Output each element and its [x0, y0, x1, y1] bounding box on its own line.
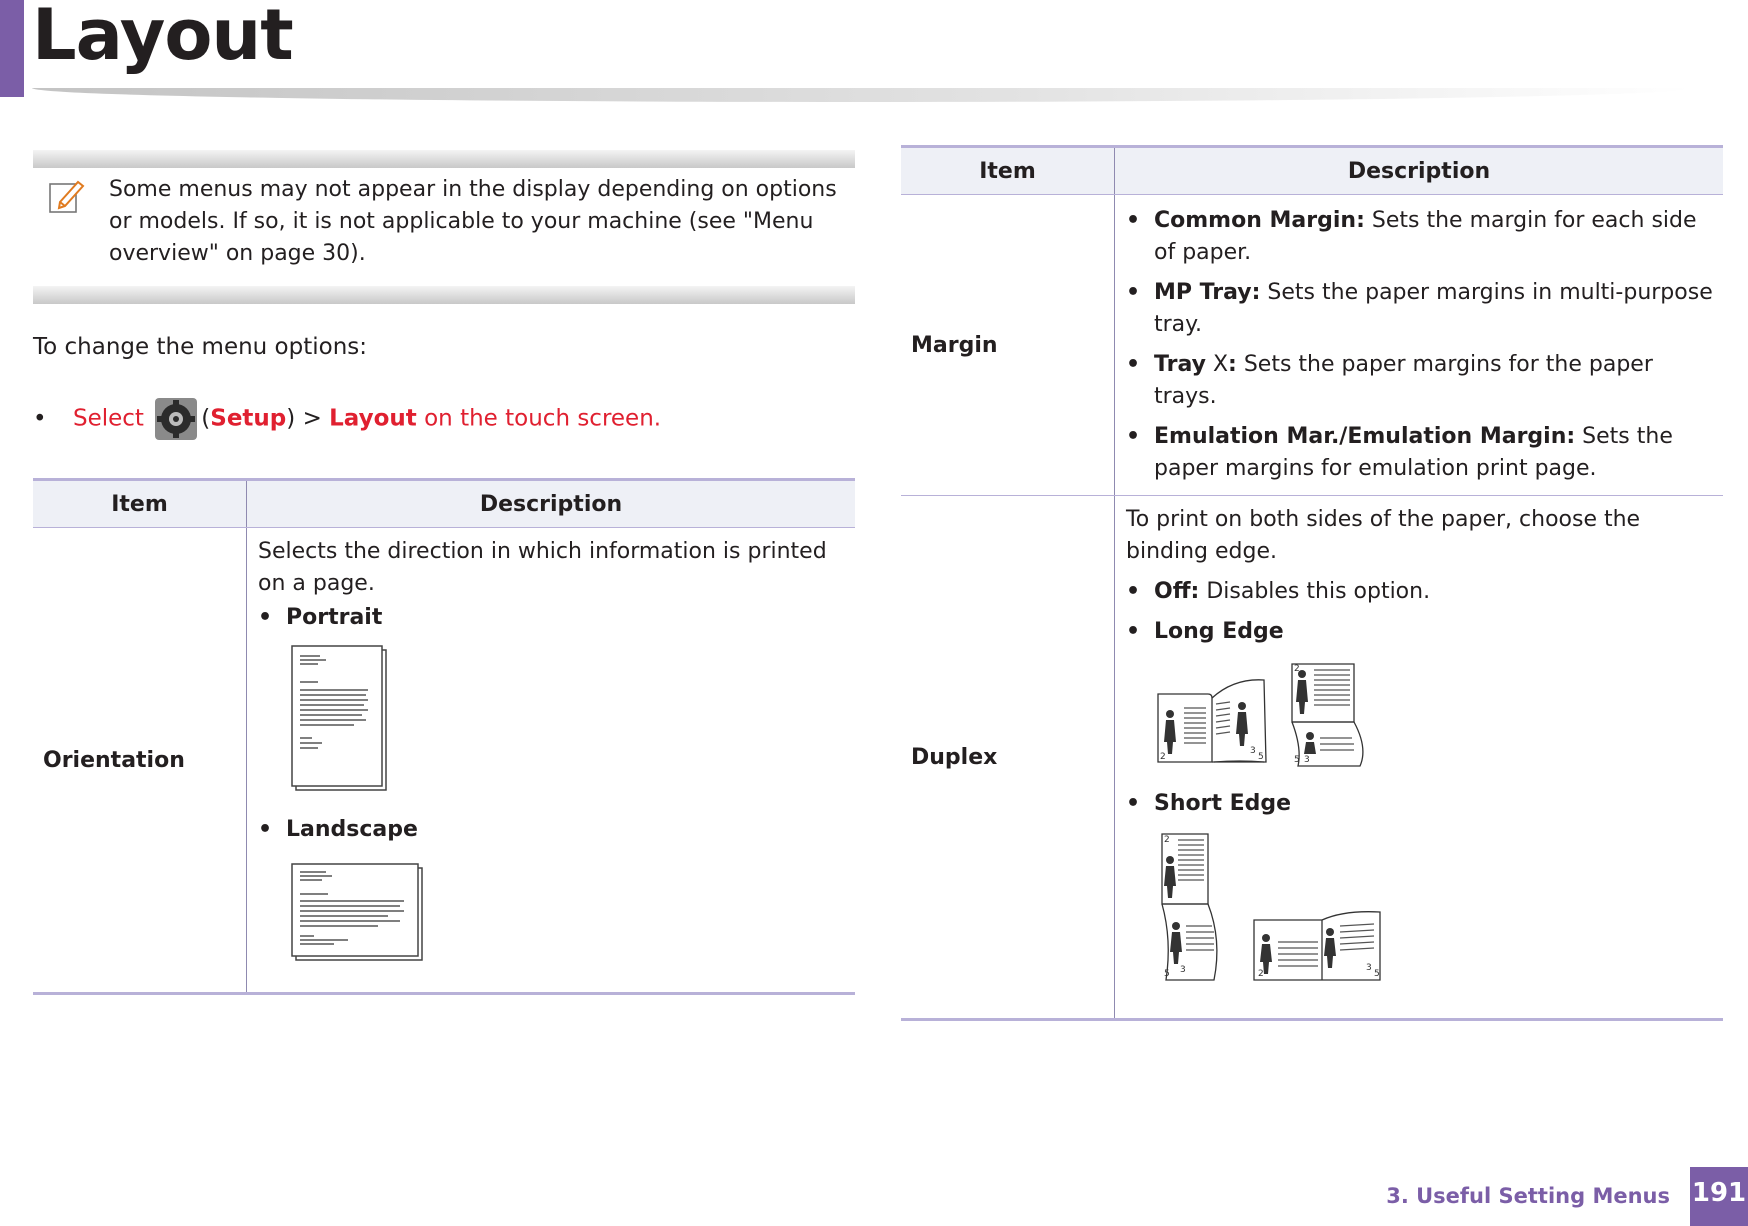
svg-text:2: 2 [1294, 664, 1300, 674]
list-item: • Common Margin: Sets the margin for each side of paper. [1126, 208, 1697, 265]
margin-description [1115, 195, 1724, 496]
emulation-margin-text: Sets the paper margins for emulation print page. [1154, 424, 1673, 481]
svg-text:5: 5 [1374, 969, 1380, 979]
section-label: 3. Useful Setting Menus [1386, 1184, 1670, 1208]
svg-text:2: 2 [1258, 969, 1264, 979]
step-post: on the touch screen. [424, 405, 662, 432]
svg-text:3: 3 [1304, 755, 1310, 765]
short-edge-label: Short Edge [1154, 791, 1292, 816]
intro-text: To change the menu options: [33, 334, 368, 360]
svg-text:5: 5 [1294, 755, 1300, 765]
table-header-item: Item [901, 147, 1115, 195]
step-instruction: • Select (Setup) > Layout on the touch screen. [33, 398, 661, 440]
table-header-item: Item [33, 480, 247, 528]
orientation-description [247, 528, 856, 994]
note-top-rule [33, 150, 855, 168]
table-row [901, 195, 1723, 496]
orientation-item: Orientation [33, 528, 247, 994]
common-margin-text: Sets the margin for each side of paper. [1154, 208, 1697, 265]
note-pencil-icon [48, 176, 86, 214]
duplex-item: Duplex [901, 496, 1115, 1020]
tray-colon: : [1228, 352, 1237, 377]
short-edge-illustration [1154, 830, 1414, 990]
portrait-page-icon [288, 642, 398, 802]
list-item: • Short Edge [1126, 788, 1713, 820]
orientation-text: Selects the direction in which information is printed on a page. [258, 539, 827, 596]
duplex-description [1115, 496, 1724, 1020]
portrait-label: Portrait [286, 605, 383, 630]
table-header-description: Description [1115, 147, 1724, 195]
list-item: • Long Edge [1126, 616, 1713, 648]
step-bullet: • [33, 405, 47, 432]
list-item: • MP Tray: Sets the paper margins in multi-purpose tray. [1126, 280, 1713, 337]
page-title: Layout [32, 0, 293, 76]
tray-x: X [1205, 352, 1229, 377]
title-accent-bar [0, 0, 24, 97]
tray-label: Tray [1154, 352, 1206, 377]
emulation-margin-label: Emulation Mar./Emulation Margin: [1154, 424, 1576, 449]
long-edge-label: Long Edge [1154, 619, 1284, 644]
step-layout: Layout [329, 405, 417, 432]
table-row [901, 496, 1723, 1020]
list-item: • Off: Disables this option. [1126, 579, 1431, 604]
tray-text: Sets the paper margins for the paper trays. [1154, 352, 1653, 409]
common-margin-label: Common Margin: [1154, 208, 1365, 233]
mp-tray-label: MP Tray: [1154, 280, 1261, 305]
list-item: • Landscape [258, 814, 845, 846]
svg-text:2: 2 [1160, 752, 1166, 762]
table-header-description: Description [247, 480, 856, 528]
landscape-label: Landscape [286, 817, 418, 842]
page-number: 191 [1690, 1167, 1748, 1226]
mp-tray-text: Sets the paper margins in multi-purpose tray. [1154, 280, 1713, 337]
orientation-table [33, 478, 855, 995]
title-rule [32, 88, 1692, 102]
margin-item: Margin [901, 195, 1115, 496]
long-edge-illustration [1154, 658, 1394, 778]
list-item: • Emulation Mar./Emulation Margin: Sets the paper margins for emulation print page. [1126, 424, 1673, 481]
off-text: Disables this option. [1199, 579, 1431, 604]
step-setup: Setup [210, 405, 287, 432]
svg-text:3: 3 [1250, 746, 1256, 756]
note-text: Some menus may not appear in the display depending on options or models. If so, it is not applicable to your machine (see "Menu overview" on page 30). [109, 177, 837, 266]
svg-text:5: 5 [1164, 969, 1170, 979]
svg-text:2: 2 [1164, 835, 1170, 845]
gear-icon [155, 398, 197, 440]
off-label: Off: [1154, 579, 1200, 604]
duplex-text: To print on both sides of the paper, choose the binding edge. [1126, 507, 1641, 564]
step-pre: Select [73, 405, 144, 432]
svg-text:3: 3 [1180, 965, 1186, 975]
list-item: • Tray X: Sets the paper margins for the paper trays. [1126, 352, 1653, 409]
step-sep: > [302, 405, 322, 432]
table-row [33, 528, 855, 994]
margin-duplex-table [901, 145, 1723, 1021]
svg-text:3: 3 [1366, 963, 1372, 973]
list-item: • Portrait [258, 602, 845, 634]
landscape-page-icon [288, 860, 428, 970]
note-bottom-rule [33, 286, 855, 304]
svg-text:5: 5 [1258, 752, 1264, 762]
